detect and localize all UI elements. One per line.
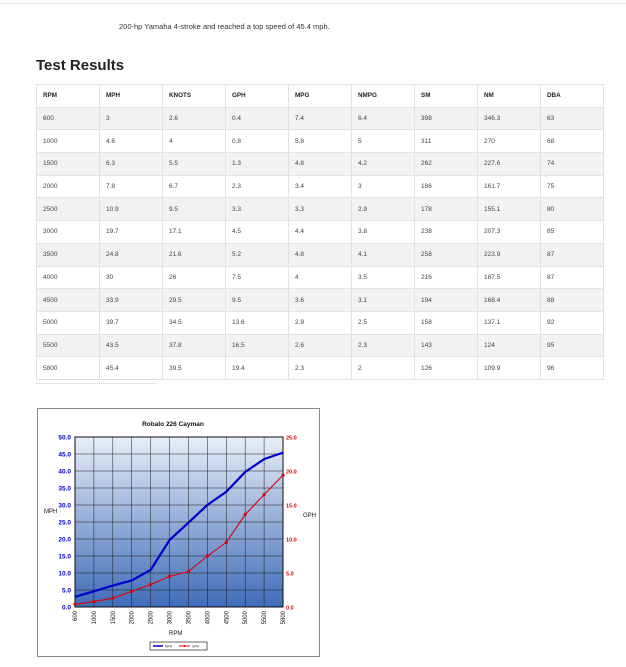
table-cell: 2 [352,357,415,380]
table-cell: 109.9 [478,357,541,380]
table-cell: 5000 [37,311,100,334]
chart-title: Robalo 226 Cayman [142,421,204,428]
table-cell: 3.1 [352,289,415,312]
table-row [37,175,604,198]
table-cell: 68 [541,130,604,153]
y-tick-label: 40.0 [58,468,71,476]
table-cell: 3.6 [289,289,352,312]
table-cell: 2.9 [289,311,352,334]
table-row [37,130,604,153]
x-axis-label: RPM [169,631,183,637]
table-cell: 4.6 [100,130,163,153]
x-tick-label: 3000 [167,611,174,625]
table-cell: 4.8 [289,243,352,266]
table-cell: 4000 [37,266,100,289]
y2-tick-label: 0.0 [286,605,294,612]
table-cell: 21.6 [163,243,226,266]
series-point-gph [206,554,209,557]
series-point-gph [262,493,265,496]
table-cell: 270 [478,130,541,153]
table-cell: 4 [289,266,352,289]
performance-chart [37,408,320,657]
table-cell: 227.6 [478,153,541,176]
table-cell: 7.8 [100,175,163,198]
table-cell: 1000 [37,130,100,153]
table-cell: 16.5 [226,334,289,357]
y2-tick-label: 25.0 [286,435,297,442]
column-header-knots: KNOTS [163,85,226,108]
table-cell: 5.2 [226,243,289,266]
table-cell: 9.5 [226,289,289,312]
y2-tick-label: 15.0 [286,503,297,510]
y-tick-label: 50.0 [58,434,71,442]
table-cell: 124 [478,334,541,357]
y-tick-label: 45.0 [58,451,71,459]
table-header-row [37,85,604,108]
table-cell: 2.3 [226,175,289,198]
series-point-gph [111,597,114,600]
table-cell: 87 [541,243,604,266]
table-cell: 3.3 [226,198,289,221]
table-cell: 3 [352,175,415,198]
table-cell: 45.4 [100,357,163,380]
table-cell: 34.5 [163,311,226,334]
table-cell: 2.6 [289,334,352,357]
column-header-gph: GPH [226,85,289,108]
table-cell: 262 [415,153,478,176]
table-row [37,334,604,357]
table-cell: 0.8 [226,130,289,153]
table-cell: 2500 [37,198,100,221]
table-cell: 88 [541,289,604,312]
table-cell: 7.5 [226,266,289,289]
table-cell: 3000 [37,221,100,244]
table-cell: 346.3 [478,107,541,130]
column-header-dba: DBA [541,85,604,108]
y-tick-label: 25.0 [58,519,71,527]
table-cell: 9.5 [163,198,226,221]
series-point-gph [225,541,228,544]
y-tick-label: 20.0 [58,536,71,544]
table-cell: 39.5 [163,357,226,380]
table-row [37,153,604,176]
table-cell: 311 [415,130,478,153]
table-cell: 19.4 [226,357,289,380]
x-tick-label: 2500 [148,611,155,625]
series-point-gph [187,570,190,573]
table-cell: 63 [541,107,604,130]
legend-label-gph: GPH [192,644,199,649]
caption-divider [36,383,156,388]
table-row [37,243,604,266]
table-row [37,266,604,289]
table-cell: 4.1 [352,243,415,266]
column-header-nmpg: NMPG [352,85,415,108]
table-cell: 5800 [37,357,100,380]
table-cell: 2.3 [352,334,415,357]
column-header-mpg: MPG [289,85,352,108]
series-point-gph [149,583,152,586]
table-row [37,357,604,380]
table-cell: 6.3 [100,153,163,176]
x-tick-label: 2000 [129,611,136,625]
y-tick-label: 35.0 [58,485,71,493]
table-cell: 37.8 [163,334,226,357]
table-cell: 216 [415,266,478,289]
table-cell: 5500 [37,334,100,357]
column-header-rpm: RPM [37,85,100,108]
table-cell: 2.9 [352,198,415,221]
series-point-gph [244,513,247,516]
series-point-gph [168,575,171,578]
table-cell: 30 [100,266,163,289]
table-row [37,107,604,130]
y-tick-label: 5.0 [61,587,71,595]
table-cell: 0.4 [226,107,289,130]
x-tick-label: 4000 [205,611,212,625]
table-cell: 155.1 [478,198,541,221]
table-cell: 87 [541,266,604,289]
table-cell: 258 [415,243,478,266]
table-cell: 3.3 [289,198,352,221]
table-cell: 2.3 [289,357,352,380]
table-cell: 5.8 [289,130,352,153]
table-row [37,289,604,312]
table-cell: 3.4 [289,175,352,198]
table-cell: 4500 [37,289,100,312]
table-cell: 194 [415,289,478,312]
y-tick-label: 10.0 [58,570,71,578]
top-divider [0,3,626,4]
table-cell: 4.5 [226,221,289,244]
table-cell: 4.4 [289,221,352,244]
table-cell: 92 [541,311,604,334]
table-cell: 74 [541,153,604,176]
table-row [37,311,604,334]
y-tick-label: 0.0 [61,604,71,612]
table-cell: 2.6 [163,107,226,130]
x-tick-label: 4500 [224,611,231,625]
section-heading: Test Results [36,57,125,74]
chart-svg [38,409,319,656]
table-cell: 2000 [37,175,100,198]
y2-tick-label: 5.0 [286,571,294,578]
x-tick-label: 5000 [243,611,250,625]
table-cell: 6.7 [163,175,226,198]
table-body [37,107,604,379]
table-cell: 187.5 [478,266,541,289]
table-cell: 95 [541,334,604,357]
table-cell: 3.8 [352,221,415,244]
table-cell: 126 [415,357,478,380]
table-cell: 600 [37,107,100,130]
table-cell: 143 [415,334,478,357]
y-tick-label: 30.0 [58,502,71,510]
table-cell: 4 [163,130,226,153]
x-tick-label: 5800 [281,611,287,625]
legend-marker-gph [184,645,186,647]
series-point-gph [73,603,76,606]
y2-tick-label: 10.0 [286,537,297,544]
x-tick-label: 3500 [186,611,193,625]
table-cell: 19.7 [100,221,163,244]
table-cell: 3 [100,107,163,130]
table-cell: 29.5 [163,289,226,312]
table-cell: 5.5 [163,153,226,176]
table-cell: 398 [415,107,478,130]
y2-axis-label: GPH [303,513,317,519]
table-cell: 5 [352,130,415,153]
table-cell: 96 [541,357,604,380]
x-tick-label: 600 [73,611,79,622]
table-cell: 39.7 [100,311,163,334]
table-cell: 75 [541,175,604,198]
series-point-gph [130,590,133,593]
x-tick-label: 1500 [110,611,117,625]
table-cell: 3500 [37,243,100,266]
table-cell: 26 [163,266,226,289]
table-cell: 158 [415,311,478,334]
table-cell: 7.4 [289,107,352,130]
table-cell: 3.5 [352,266,415,289]
table-cell: 207.3 [478,221,541,244]
table-cell: 17.1 [163,221,226,244]
x-tick-label: 1000 [91,611,98,625]
column-header-nm: NM [478,85,541,108]
column-header-mph: MPH [100,85,163,108]
table-cell: 161.7 [478,175,541,198]
table-cell: 4.2 [352,153,415,176]
table-cell: 178 [415,198,478,221]
table-row [37,198,604,221]
table-row [37,221,604,244]
test-results-table [36,84,604,380]
y-tick-label: 15.0 [58,553,71,561]
table-cell: 13.6 [226,311,289,334]
legend-label-mph: MPH [165,644,173,649]
x-tick-label: 5500 [262,611,269,625]
table-cell: 2.5 [352,311,415,334]
intro-text: 200-hp Yamaha 4-stroke and reached a top speed of 45.4 mph. [119,22,330,31]
table-cell: 85 [541,221,604,244]
table-cell: 6.4 [352,107,415,130]
table-cell: 1500 [37,153,100,176]
series-point-gph [281,473,284,476]
table-cell: 10.9 [100,198,163,221]
table-cell: 43.5 [100,334,163,357]
table-cell: 137.1 [478,311,541,334]
table-cell: 168.4 [478,289,541,312]
table-cell: 4.8 [289,153,352,176]
table-cell: 223.9 [478,243,541,266]
table-cell: 24.8 [100,243,163,266]
series-point-gph [92,600,95,603]
table-cell: 1.3 [226,153,289,176]
table-cell: 80 [541,198,604,221]
table-cell: 186 [415,175,478,198]
y2-tick-label: 20.0 [286,469,297,476]
y-axis-label: MPH [44,509,58,515]
table-cell: 33.9 [100,289,163,312]
table-cell: 238 [415,221,478,244]
column-header-sm: SM [415,85,478,108]
